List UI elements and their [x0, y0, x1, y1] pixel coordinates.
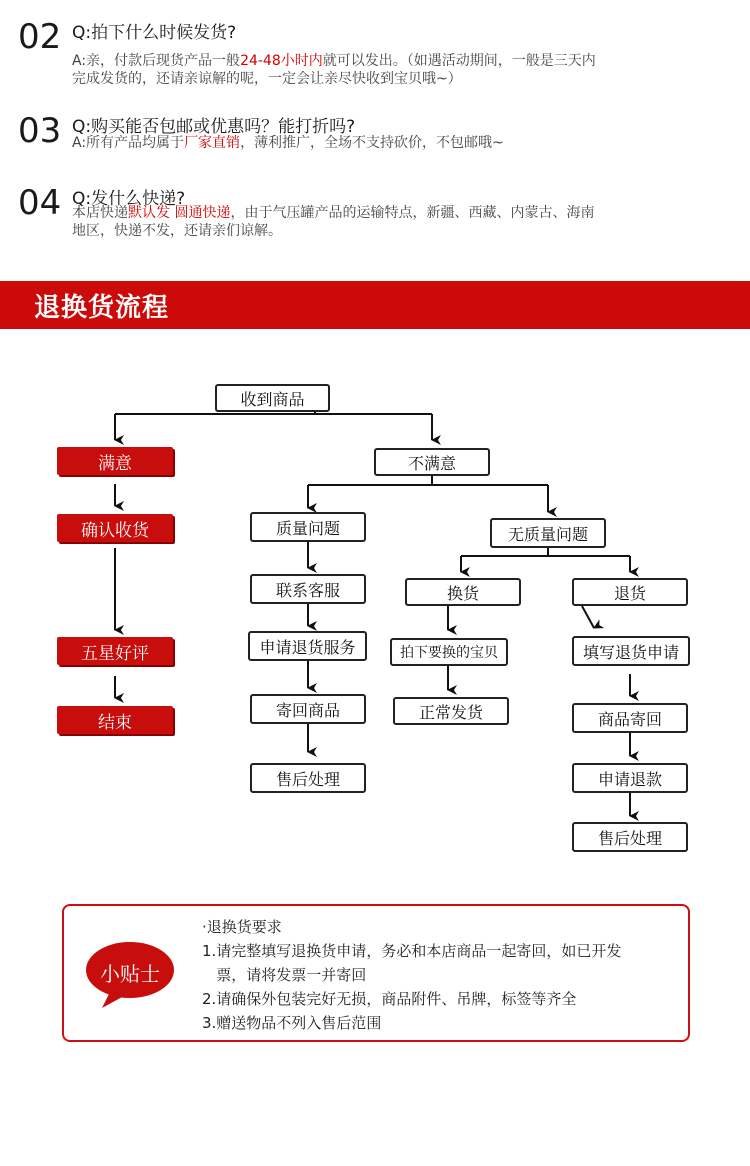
faq-question: Q:购买能否包邮或优惠吗？能打折吗?	[72, 117, 356, 137]
tips-line: 票，请将发票一并寄回	[202, 966, 367, 984]
faq-answer: A:亲，付款后现货产品一般24-48小时内就可以发出。（如遇活动期间，一般是三天内 完成发货的，还请亲谅解的呢，一定会让亲尽快收到宝贝哦~）	[72, 53, 596, 87]
step-quality-issue: 质量问题	[250, 512, 366, 542]
step-end: 结束	[57, 706, 173, 734]
banner-title: 退换货流程	[34, 293, 170, 323]
faq-answer: A:所有产品均属于厂家直销，薄利推广，全场不支持砍价，不包邮哦~	[72, 135, 504, 151]
tips-line: 1.请完整填写退换货申请，务必和本店商品一起寄回，如已开发	[202, 942, 622, 960]
step-fill-return-apply: 填写退货申请	[572, 636, 690, 666]
step-receive: 收到商品	[215, 384, 330, 412]
faq-number: 02	[18, 17, 62, 57]
tips-badge-label: 小贴士	[100, 962, 160, 986]
tips-badge	[84, 936, 176, 1010]
faq-question: Q:拍下什么时候发货?	[72, 23, 237, 43]
step-return: 退货	[572, 578, 688, 606]
faq-question: Q:发什么快递?	[72, 189, 186, 209]
step-no-quality-issue: 无质量问题	[490, 518, 606, 548]
tips-line: 3.赠送物品不列入售后范围	[202, 1014, 382, 1032]
tips-line: 2.请确保外包装完好无损，商品附件、吊牌，标签等齐全	[202, 990, 577, 1008]
step-confirm-receipt: 确认收货	[57, 514, 173, 542]
step-normal-ship: 正常发货	[393, 697, 509, 725]
step-after-sale-right: 售后处理	[572, 822, 688, 852]
tips-panel	[62, 904, 690, 1042]
step-five-star: 五星好评	[57, 637, 173, 665]
step-send-back: 寄回商品	[250, 694, 366, 724]
step-unsatisfied: 不满意	[374, 448, 490, 476]
faq-number: 04	[18, 183, 62, 223]
faq-answer: 本店快递默认发 圆通快递，由于气压罐产品的运输特点，新疆、西藏、内蒙古、海南 地区，快递不发，还请亲们谅解。	[72, 205, 595, 239]
step-apply-refund: 申请退款	[572, 763, 688, 793]
faq-number: 03	[18, 111, 62, 151]
step-satisfied: 满意	[57, 447, 173, 475]
step-goods-send-back: 商品寄回	[572, 703, 688, 733]
tips-heading: ·退换货要求	[202, 918, 282, 936]
step-after-sale-left: 售后处理	[250, 763, 366, 793]
step-exchange: 换货	[405, 578, 521, 606]
step-order-exchange-item: 拍下要换的宝贝	[390, 638, 508, 666]
step-contact-service: 联系客服	[250, 574, 366, 604]
step-apply-return-service: 申请退货服务	[248, 631, 367, 661]
